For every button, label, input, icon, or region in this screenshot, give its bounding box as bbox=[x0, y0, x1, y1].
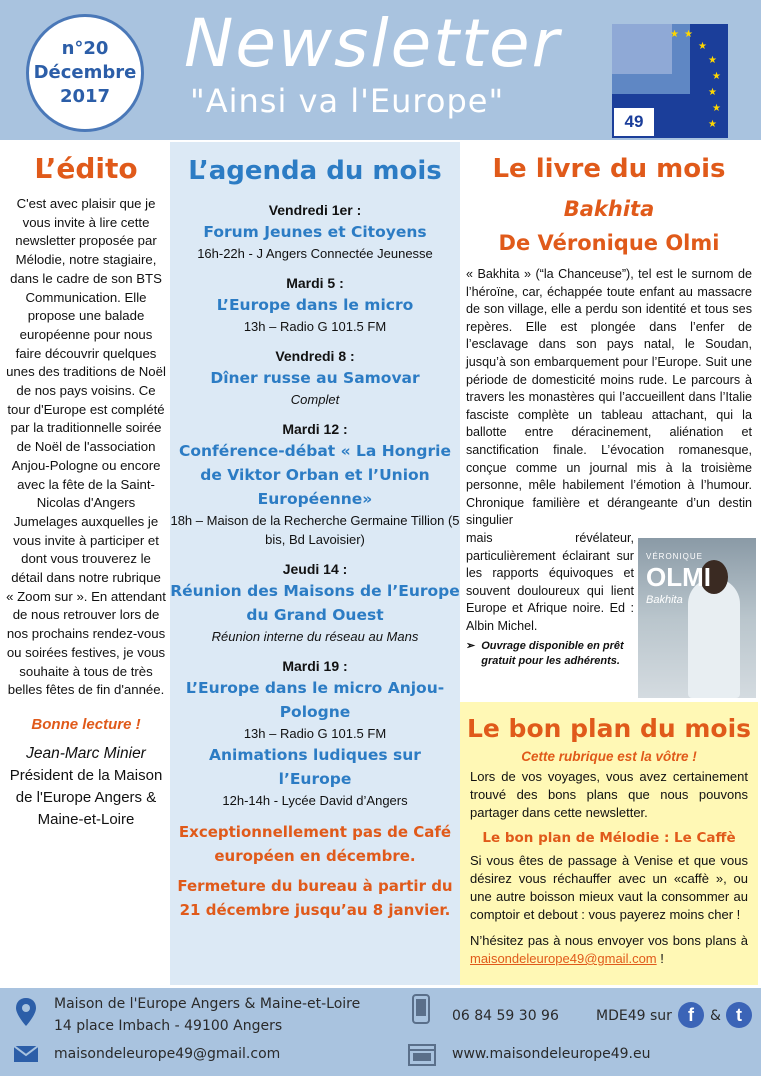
issue-badge bbox=[26, 14, 144, 132]
event-info: 13h – Radio G 101.5 FM bbox=[243, 319, 387, 334]
star-icon: ★ bbox=[712, 103, 721, 114]
tip-cta-text: N’hésitez pas à nous envoyer vos bons plans à bbox=[470, 933, 748, 948]
star-icon: ★ bbox=[670, 29, 679, 40]
agenda-event bbox=[170, 656, 460, 810]
agenda-note: Fermeture du bureau à partir du 21 décembre jusqu’au 8 janvier. bbox=[177, 877, 453, 919]
edito-closing: Bonne lecture ! bbox=[31, 715, 141, 733]
book-section bbox=[462, 146, 756, 669]
event-info: 18h – Maison de la Recherche Germaine Tillion (5 bis, Bd Lavoisier) bbox=[170, 513, 460, 547]
tip-section-title: Le bon plan du mois bbox=[466, 714, 752, 743]
event-name: Animations ludiques sur l’Europe bbox=[209, 746, 421, 788]
event-name: L’Europe dans le micro bbox=[216, 296, 414, 314]
event-info: 13h – Radio G 101.5 FM bbox=[243, 726, 387, 741]
star-icon: ★ bbox=[712, 71, 721, 82]
tip-body: Si vous êtes de passage à Venise et que vous désirez vous réchauffer avec un «caffè », ou une autre boisson mieux vaut la consommer au comptoir et debout : vous payerez moins cher ! bbox=[470, 853, 748, 922]
event-name: Conférence-débat « La Hongrie de Viktor Orban et l’Union Européenne» bbox=[179, 442, 451, 508]
event-info: 12h-14h - Lycée David d’Angers bbox=[222, 793, 408, 808]
event-name: Dîner russe au Samovar bbox=[210, 369, 420, 387]
book-note bbox=[466, 639, 634, 669]
event-date: Mardi 5 : bbox=[286, 275, 344, 291]
agenda-note: Exceptionnellement pas de Café européen en décembre. bbox=[178, 823, 452, 865]
book-cover bbox=[638, 538, 756, 698]
book-review: « Bakhita » (“la Chanceuse”), tel est le surnom de l’héroïne, car, échappée toute enfant au massacre de son village, elle a perdu son identité et tous ses repères. Elle est plongée dans l’enfer de l’esclavage dans son pays natal, le Soudan, jusqu’à son embarquement pour l’Europe. Suit une période de domesticité moins rude. Le parcours à travers les monastères qui l’accueillent dans l’Italie fasciste complète un tableau attachant, qui la ballotte entre déracinement, aliénation et sanctification finale. L’évocation romanesque, conçue comme un journal mis à la troisième personne, mêle habilement l’émotion à l’humour. Chronique familière et dérangeante d’un destin singulier bbox=[466, 267, 752, 528]
logo-square-light bbox=[612, 24, 672, 74]
tip-cta bbox=[470, 932, 748, 968]
agenda-event bbox=[170, 200, 460, 263]
footer-email[interactable]: maisondeleurope49@gmail.com bbox=[54, 1046, 281, 1062]
star-icon: ★ bbox=[684, 29, 693, 40]
star-icon: ★ bbox=[708, 119, 717, 130]
tip-tagline: Cette rubrique est la vôtre ! bbox=[521, 749, 697, 764]
event-name: Forum Jeunes et Citoyens bbox=[203, 223, 427, 241]
tip-subtitle: Le bon plan de Mélodie : Le Caffè bbox=[482, 830, 736, 846]
twitter-icon[interactable]: t bbox=[726, 1002, 752, 1028]
issue-number: n°20 bbox=[61, 38, 109, 59]
event-name: L’Europe dans le micro Anjou-Pologne bbox=[185, 679, 445, 721]
event-info: Complet bbox=[290, 392, 340, 407]
cover-title: Bakhita bbox=[646, 593, 683, 606]
tip-intro: Lors de vos voyages, vous avez certainement trouvé des bons plans que nous pouvons partager dans cette newsletter. bbox=[470, 769, 748, 820]
issue-year: 2017 bbox=[59, 86, 111, 107]
tip-section bbox=[460, 702, 758, 985]
event-date: Mardi 19 : bbox=[282, 658, 348, 674]
agenda-event bbox=[170, 273, 460, 336]
cover-figure bbox=[688, 578, 740, 698]
book-note-text: Ouvrage disponible en prêt gratuit pour les adhérents. bbox=[481, 640, 624, 668]
footer-phone: 06 84 59 30 96 bbox=[452, 1008, 559, 1024]
star-icon: ★ bbox=[698, 41, 707, 52]
star-icon: ★ bbox=[708, 55, 717, 66]
facebook-icon[interactable]: f bbox=[678, 1002, 704, 1028]
edito-signer: Jean-Marc Minier bbox=[26, 744, 146, 762]
footer-amp: & bbox=[710, 1008, 721, 1024]
edito-section bbox=[6, 146, 166, 831]
phone-icon bbox=[412, 994, 430, 1024]
agenda-event bbox=[170, 559, 460, 646]
footer-org: Maison de l'Europe Angers & Maine-et-Loire bbox=[54, 996, 361, 1012]
book-title: Bakhita bbox=[563, 197, 655, 221]
book-review-continued bbox=[466, 530, 752, 670]
book-author: De Véronique Olmi bbox=[498, 231, 720, 255]
header bbox=[0, 0, 761, 140]
footer bbox=[0, 988, 761, 1076]
arrow-icon: ➢ bbox=[466, 640, 476, 653]
event-date: Vendredi 1er : bbox=[268, 202, 362, 218]
event-date: Mardi 12 : bbox=[282, 421, 348, 437]
edito-body: C'est avec plaisir que je vous invite à lire cette newsletter proposée par Mélodie, notre stagiaire, dans le cadre de son BTS Communication. Elle propose une balade européenne pour nous faire découvrir quelques unes des traditions de Noël de nos pays voisins. Ce tour d'Europe est complété par la traditionnelle soirée de Noël de l'association Anjou-Pologne ou encore avec la fête de la Saint-Nicolas d'Angers Jumelages auxquelles je vous invite à participer et dont vous trouverez le détail dans notre rubrique « Zoom sur ». En attendant de nous retrouver lors de nos prochains rendez-vous ou soirées festives, je vous souhaite à tous de très belles fêtes de fin d'année. bbox=[6, 196, 166, 698]
logo-number: 49 bbox=[614, 108, 654, 136]
event-date: Vendredi 8 : bbox=[275, 348, 355, 364]
website-icon bbox=[408, 1044, 436, 1066]
star-icon: ★ bbox=[708, 87, 717, 98]
event-info: 16h-22h - J Angers Connectée Jeunesse bbox=[197, 246, 433, 261]
location-pin-icon bbox=[16, 998, 36, 1026]
mail-icon bbox=[14, 1046, 38, 1062]
footer-social-label: MDE49 sur bbox=[596, 1008, 672, 1024]
agenda-title: L’agenda du mois bbox=[188, 156, 442, 186]
edito-title: L’édito bbox=[34, 152, 138, 185]
book-review-side: mais révélateur, particulièrement éclairant sur les rapports équivoques et souvent douloureux qui lient Europe et Afrique noire. Ed : Albin Michel. bbox=[466, 530, 634, 633]
event-info: Réunion interne du réseau au Mans bbox=[211, 629, 419, 644]
book-section-title: Le livre du mois bbox=[492, 154, 726, 184]
agenda-section bbox=[170, 142, 460, 985]
footer-address: 14 place Imbach - 49100 Angers bbox=[54, 1018, 283, 1034]
agenda-event bbox=[170, 346, 460, 409]
footer-website[interactable]: www.maisondeleurope49.eu bbox=[452, 1046, 651, 1062]
cover-author: VÉRONIQUE bbox=[646, 551, 704, 561]
issue-month: Décembre bbox=[33, 62, 137, 83]
tip-cta-end: ! bbox=[656, 951, 664, 966]
agenda-event bbox=[170, 419, 460, 549]
edito-role: Président de la Maison de l'Europe Angers & Maine-et-Loire bbox=[9, 766, 163, 828]
event-name: Réunion des Maisons de l’Europe du Grand Ouest bbox=[170, 582, 460, 624]
cover-name: OLMI bbox=[646, 561, 711, 592]
newsletter-subtitle: "Ainsi va l'Europe" bbox=[190, 82, 505, 120]
tip-email-link[interactable]: maisondeleurope49@gmail.com bbox=[470, 951, 657, 966]
event-date: Jeudi 14 : bbox=[282, 561, 348, 577]
newsletter-title: Newsletter bbox=[184, 5, 561, 82]
